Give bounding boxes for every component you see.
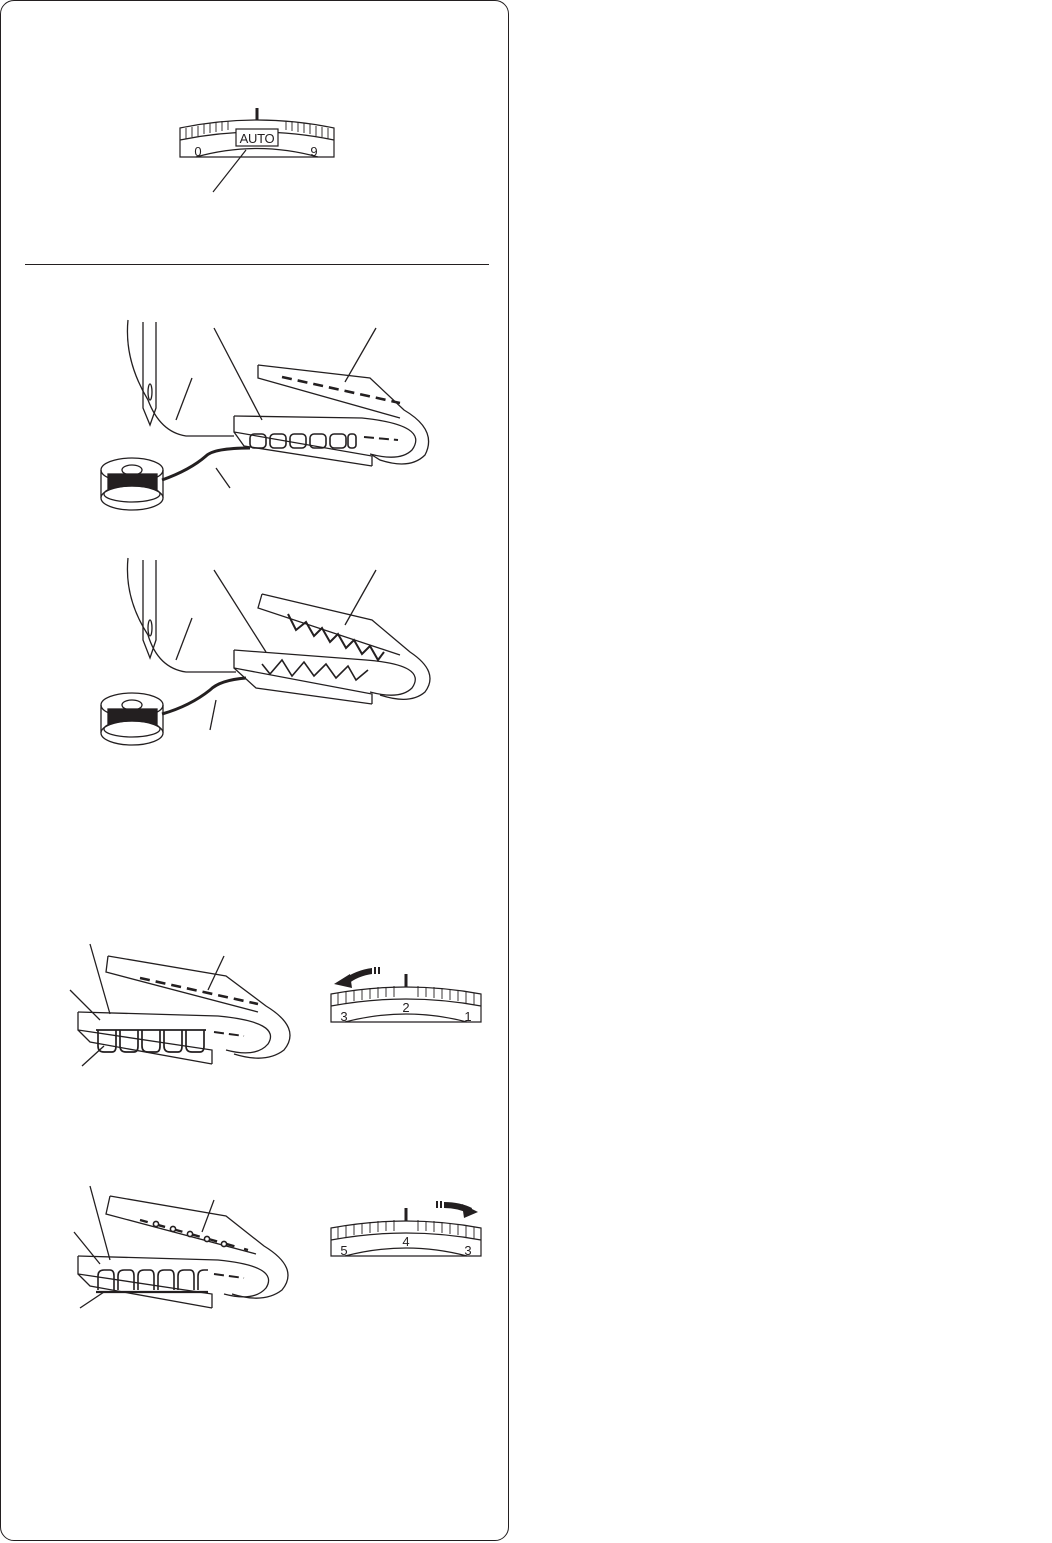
dial-tight-left: 5 <box>340 1243 348 1258</box>
dial-auto-max: 9 <box>310 144 318 159</box>
balanced-zigzag-stitch-illustration <box>101 558 430 745</box>
arrow-counterclockwise-icon <box>334 967 380 988</box>
dial-auto-label: AUTO <box>239 131 275 146</box>
dial-auto-min: 0 <box>194 144 202 159</box>
dial-tight-center: 4 <box>402 1234 410 1249</box>
bobbin-icon <box>101 693 163 745</box>
arrow-clockwise-icon <box>436 1201 478 1218</box>
needle-icon <box>127 558 156 658</box>
upper-tension-too-loose-illustration <box>70 944 290 1066</box>
dial-tight-right: 3 <box>464 1243 472 1258</box>
dial-loose-right: 1 <box>464 1009 472 1024</box>
dial-loose-center: 2 <box>402 1000 410 1015</box>
upper-tension-too-tight-illustration <box>74 1186 288 1308</box>
bobbin-icon <box>101 458 163 510</box>
balanced-straight-stitch-illustration <box>101 320 429 510</box>
dial-loose-left: 3 <box>340 1009 348 1024</box>
